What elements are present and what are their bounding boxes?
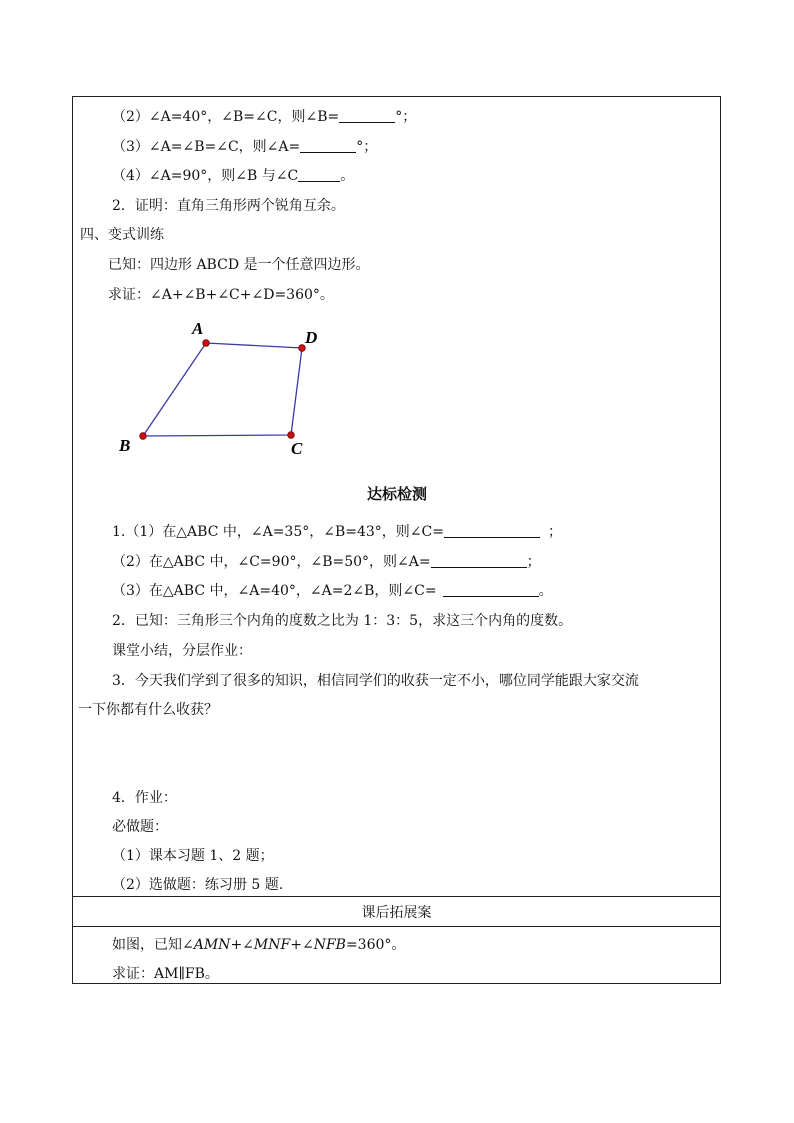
question-4-suffix: 。 (340, 168, 355, 184)
plus-sign: +∠ (230, 937, 254, 953)
row-divider-bottom (72, 926, 721, 927)
vertex-b-point (140, 433, 147, 440)
prove-statement: 求证：∠A+∠B+∠C+∠D=360°。 (108, 287, 334, 303)
vertex-a-point (203, 340, 210, 347)
vertex-c-label: C (291, 439, 303, 458)
plus-sign: +∠ (290, 937, 314, 953)
test-question-3-line-2: 一下你都有什么收获？ (78, 702, 218, 718)
given-statement: 已知：四边形 ABCD 是一个任意四边形。 (108, 257, 370, 273)
answer-blank[interactable] (444, 523, 540, 538)
question-4-row (112, 167, 354, 185)
vertex-d-label: D (305, 328, 318, 347)
section-four-heading: 四、变式训练 (80, 227, 164, 243)
test-question-1-3 (112, 582, 553, 600)
homework-heading: 4．作业： (112, 790, 177, 806)
homework-item-2: （2）选做题：练习册 5 题. (112, 877, 284, 893)
question-2-text: （2）∠A=40°，∠B=∠C，则∠B= (112, 109, 340, 125)
extension-line-1 (112, 936, 405, 954)
extension-text-prefix: 如图，已知∠ (112, 937, 194, 953)
proof-question: 2．证明：直角三角形两个锐角互余。 (112, 198, 345, 214)
vertex-b-label: B (119, 436, 131, 455)
test-q1-2-suffix: ； (526, 554, 541, 570)
vertex-c-point (288, 432, 295, 439)
angle-nfb: NFB (313, 937, 346, 953)
answer-blank[interactable] (431, 553, 527, 568)
test-question-1-1 (112, 523, 562, 541)
question-3-suffix: °； (356, 139, 378, 155)
test-question-3-line-1: 3．今天我们学到了很多的知识，相信同学们的收获一定不小，哪位同学能跟大家交流 (112, 673, 639, 689)
test-q1-1-text: 1.（1）在△ABC 中，∠A=35°，∠B=43°，则∠C= (112, 524, 444, 540)
extension-line-2: 求证：AM∥FB。 (112, 966, 219, 982)
angle-mnf: MNF (253, 937, 291, 953)
test-q1-3-suffix: 。 (538, 583, 553, 599)
answer-blank[interactable] (300, 138, 356, 153)
test-q1-1-suffix: ； (547, 524, 562, 540)
question-3-row (112, 138, 377, 156)
question-3-text: （3）∠A=∠B=∠C，则∠A= (112, 139, 301, 155)
answer-blank[interactable] (443, 582, 539, 597)
test-question-2: 2．已知：三角形三个内角的度数之比为 1：3：5，求这三个内角的度数。 (112, 613, 573, 629)
test-q1-3-text: （3）在△ABC 中，∠A=40°，∠A=2∠B，则∠C= (112, 583, 437, 599)
class-summary: 课堂小结，分层作业： (112, 643, 252, 659)
test-q1-2-text: （2）在△ABC 中，∠C=90°，∠B=50°，则∠A= (112, 554, 431, 570)
quadrilateral-figure (110, 315, 340, 465)
question-4-text: （4）∠A=90°，则∠B 与∠C (112, 168, 299, 184)
homework-item-1: （1）课本习题 1、2 题； (112, 848, 274, 864)
answer-blank[interactable] (298, 167, 340, 182)
quadrilateral-shape (143, 343, 302, 436)
vertex-a-label: A (192, 319, 204, 338)
extension-text-suffix: =360°。 (345, 937, 406, 953)
question-2-suffix: °； (395, 109, 417, 125)
test-question-1-2 (112, 553, 541, 571)
section-title: 达标检测 (366, 485, 427, 503)
row-divider-top (72, 896, 721, 897)
question-2-row (112, 108, 416, 126)
extension-header: 课后拓展案 (361, 905, 432, 921)
required-heading: 必做题： (112, 819, 168, 835)
angle-amn: AMN (193, 937, 231, 953)
answer-blank[interactable] (339, 108, 395, 123)
